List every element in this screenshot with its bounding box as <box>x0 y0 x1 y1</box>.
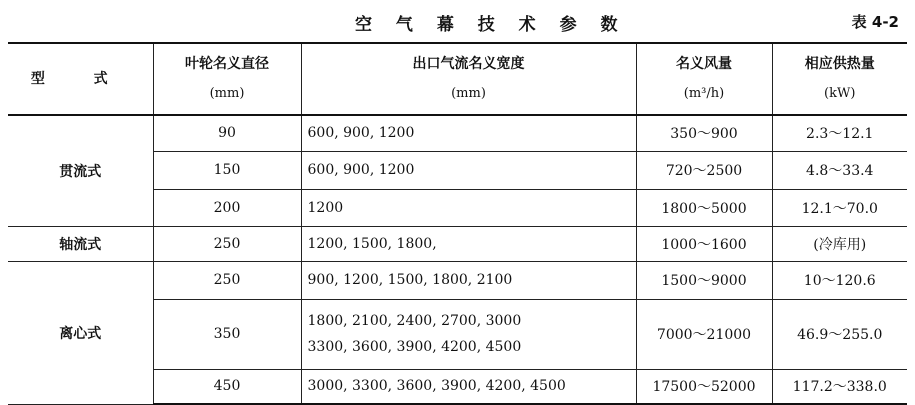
airflow-cell: 1800～5000 <box>636 189 772 226</box>
airflow-cell: 1000～1600 <box>636 226 772 261</box>
diameter-cell: 350 <box>153 299 301 369</box>
header-type-label: 型 式 <box>30 71 130 87</box>
header-width-unit: (mm) <box>451 86 486 101</box>
width-cell: 600, 900, 1200 <box>301 115 636 151</box>
width-cell <box>301 299 636 369</box>
heat-cell: 12.1～70.0 <box>772 189 907 226</box>
heat-cell: 4.8～33.4 <box>772 151 907 189</box>
width-cell: 900, 1200, 1500, 1800, 2100 <box>301 261 636 299</box>
header-heat-unit: (kW) <box>824 86 856 101</box>
header-type <box>8 43 153 115</box>
table-caption <box>0 8 915 34</box>
diameter-cell: 250 <box>153 261 301 299</box>
header-row <box>8 43 907 115</box>
width-cell: 3000, 3300, 3600, 3900, 4200, 4500 <box>301 369 636 404</box>
heat-cell: (冷库用) <box>772 226 907 261</box>
airflow-cell: 17500～52000 <box>636 369 772 404</box>
width-cell: 600, 900, 1200 <box>301 151 636 189</box>
header-airflow-label: 名义风量 <box>676 56 732 72</box>
air-curtain-parameter-table <box>8 42 907 405</box>
heat-cell: 10～120.6 <box>772 261 907 299</box>
table-row <box>8 115 907 151</box>
airflow-cell: 720～2500 <box>636 151 772 189</box>
diameter-cell: 90 <box>153 115 301 151</box>
type-cell: 离心式 <box>8 261 153 404</box>
type-cell: 轴流式 <box>8 226 153 261</box>
type-cell: 贯流式 <box>8 115 153 226</box>
header-impeller-diameter <box>153 43 301 115</box>
heat-cell: 46.9～255.0 <box>772 299 907 369</box>
header-width-label: 出口气流名义宽度 <box>412 56 525 72</box>
header-impeller-label: 叶轮名义直径 <box>185 56 269 72</box>
diameter-cell: 150 <box>153 151 301 189</box>
table-row <box>8 226 907 261</box>
header-impeller-unit: (mm) <box>209 86 245 101</box>
width-line: 3300, 3600, 3900, 4200, 4500 <box>307 339 522 355</box>
table-number: 表 4-2 <box>851 13 899 31</box>
table-row <box>8 261 907 299</box>
diameter-cell: 250 <box>153 226 301 261</box>
width-cell: 1200 <box>301 189 636 226</box>
diameter-cell: 200 <box>153 189 301 226</box>
airflow-cell: 7000～21000 <box>636 299 772 369</box>
header-airflow-unit: (m³/h) <box>683 86 725 101</box>
table-title: 空 气 幕 技 术 参 数 <box>355 15 627 35</box>
header-heat-supply <box>772 43 907 115</box>
heat-cell: 2.3～12.1 <box>772 115 907 151</box>
header-airflow <box>636 43 772 115</box>
width-cell: 1200, 1500, 1800, <box>301 226 636 261</box>
diameter-cell: 450 <box>153 369 301 404</box>
airflow-cell: 1500～9000 <box>636 261 772 299</box>
header-outlet-width <box>301 43 636 115</box>
header-heat-label: 相应供热量 <box>804 56 875 72</box>
width-line: 1800, 2100, 2400, 2700, 3000 <box>307 313 522 329</box>
airflow-cell: 350～900 <box>636 115 772 151</box>
heat-cell: 117.2～338.0 <box>772 369 907 404</box>
